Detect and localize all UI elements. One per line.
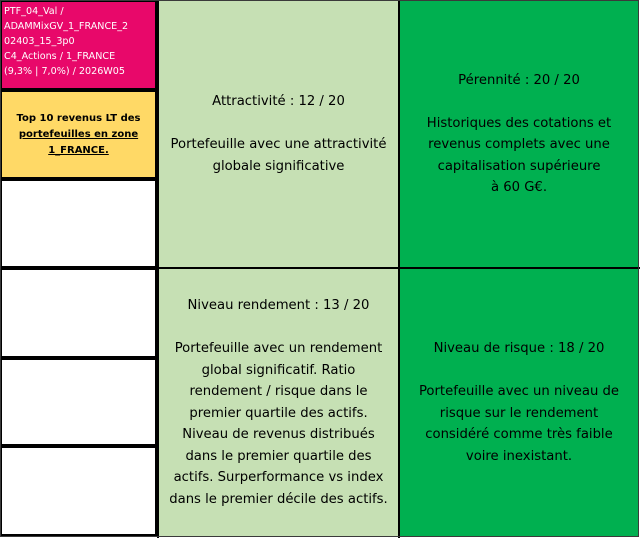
portfolio-line: PTF_04_Val /: [4, 6, 64, 17]
risque-title: Niveau de risque : 18 / 20: [433, 341, 605, 356]
rendement-text: rendement / risque dans le: [189, 384, 368, 399]
rendement-title: Niveau rendement : 13 / 20: [187, 298, 370, 313]
perennite-text: revenus complets avec une: [428, 137, 610, 152]
portfolio-line: C4_Actions / 1_FRANCE: [4, 51, 116, 62]
perennite-text: capitalisation supérieure: [437, 158, 601, 174]
rendement-text: dans le premier décile des actifs.: [169, 491, 388, 507]
portfolio-line: 02403_15_3p0: [4, 36, 75, 47]
attractivite-text: Portefeuille avec une attractivité: [170, 137, 387, 152]
rendement-text: Niveau de revenus distribués: [182, 427, 375, 442]
rendement-text: premier quartile des actifs.: [189, 405, 368, 421]
rendement-text: Portefeuille avec un rendement: [174, 341, 383, 356]
top10-line: Top 10 revenus LT des: [16, 112, 141, 124]
attractivite-text: globale significative: [212, 158, 345, 174]
attractivite-title: Attractivité : 12 / 20: [212, 94, 345, 109]
perennite-text: à 60 G€.: [490, 180, 548, 195]
perennite-text: Historiques des cotations et: [426, 115, 612, 131]
risque-text: voire inexistant.: [465, 448, 573, 464]
risque-text: considéré comme très faible: [425, 427, 613, 442]
top10-line: 1_FRANCE.: [48, 144, 109, 156]
risque-text: Portefeuille avec un niveau de: [418, 384, 620, 399]
risque-text: risque sur le rendement: [439, 405, 599, 421]
portfolio-line: ADAMMixGV_1_FRANCE_2: [4, 21, 129, 32]
rendement-text: global significatif. Ratio: [201, 362, 356, 378]
portfolio-line: (9,3% | 7,0%) / 2026W05: [4, 66, 126, 77]
rendement-text: dans le premier quartile des: [185, 448, 372, 464]
perennite-title: Pérennité : 20 / 20: [458, 72, 580, 88]
top10-line: portefeuilles en zone: [18, 128, 139, 140]
rendement-text: actifs. Surperformance vs index: [173, 470, 384, 485]
